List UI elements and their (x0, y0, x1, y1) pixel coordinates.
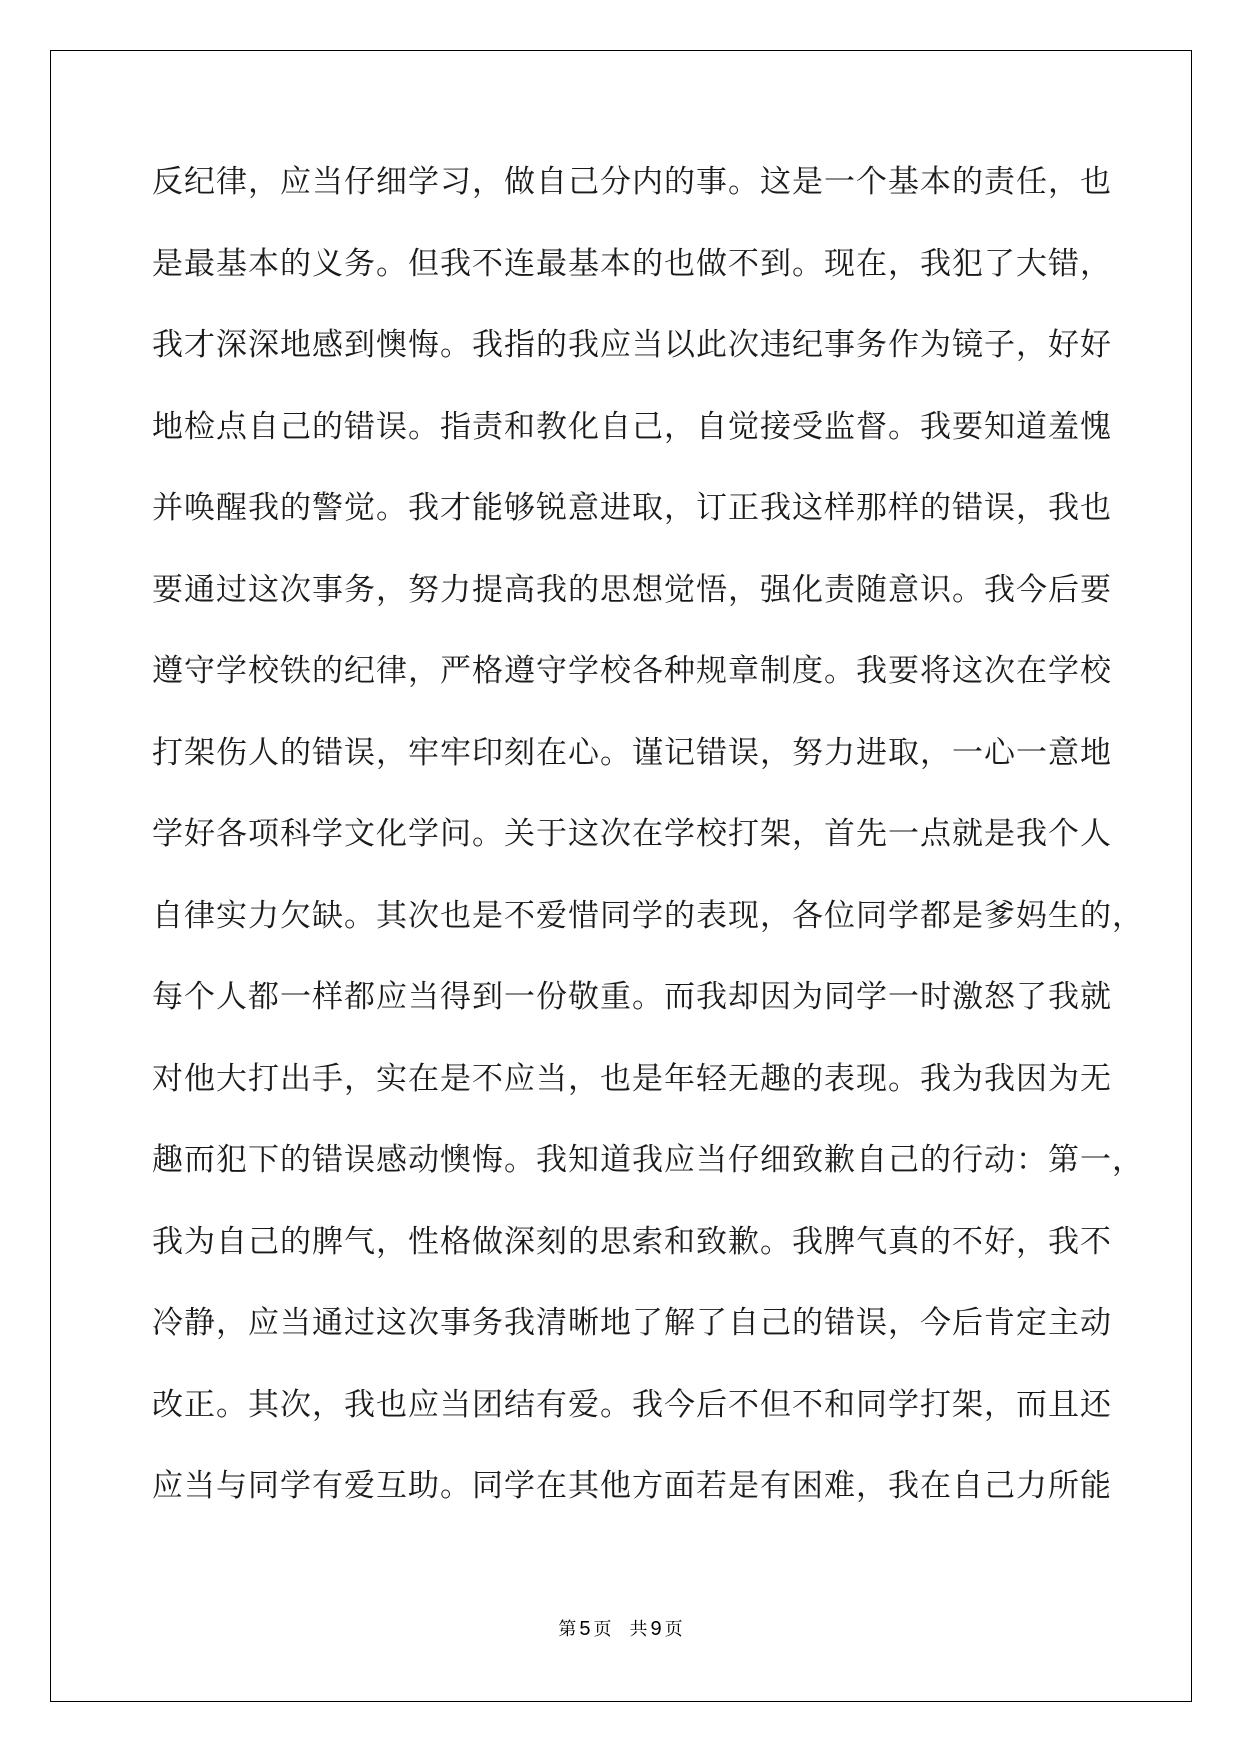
page-prefix: 第 (558, 1619, 577, 1640)
text-line: 学好各项科学文化学问。关于这次在学校打架，首先一点就是我个人 (152, 816, 1112, 852)
total-suffix: 页 (664, 1619, 683, 1640)
text-line: 地检点自己的错误。指责和教化自己，自觉接受监督。我要知道羞愧 (152, 408, 1112, 445)
body-text (152, 162, 1144, 1548)
text-line: 打架伤人的错误，牢牢印刻在心。谨记错误，努力进取，一心一意地 (152, 734, 1112, 771)
text-line: 应当与同学有爱互助。同学在其他方面若是有困难，我在自己力所能 (152, 1468, 1112, 1504)
text-line: 我才深深地感到懊悔。我指的我应当以此次违纪事务作为镜子，好好 (152, 327, 1112, 363)
text-line: 遵守学校铁的纪律，严格遵守学校各种规章制度。我要将这次在学校 (152, 653, 1112, 689)
page-suffix: 页 (593, 1619, 612, 1640)
page-current: 5 (579, 1618, 591, 1640)
page-total: 9 (650, 1618, 662, 1640)
text-line: 是最基本的义务。但我不连最基本的也做不到。现在，我犯了大错， (152, 245, 1112, 282)
text-line: 我为自己的脾气，性格做深刻的思索和致歉。我脾气真的不好，我不 (152, 1223, 1112, 1260)
page-footer (0, 1615, 1241, 1641)
text-line: 要通过这次事务，努力提高我的思想觉悟，强化责随意识。我今后要 (152, 571, 1112, 608)
text-line: 对他大打出手，实在是不应当，也是年轻无趣的表现。我为我因为无 (152, 1060, 1112, 1097)
text-line: 每个人都一样都应当得到一份敬重。而我却因为同学一时激怒了我就 (152, 979, 1112, 1015)
total-prefix: 共 (629, 1619, 648, 1640)
text-line: 趣而犯下的错误感动懊悔。我知道我应当仔细致歉自己的行动：第一， (152, 1142, 1144, 1178)
text-line: 冷静，应当通过这次事务我清晰地了解了自己的错误，今后肯定主动 (152, 1305, 1112, 1341)
text-line: 改正。其次，我也应当团结有爱。我今后不但不和同学打架，而且还 (152, 1386, 1112, 1423)
text-line: 并唤醒我的警觉。我才能够锐意进取，订正我这样那样的错误，我也 (152, 490, 1112, 526)
text-line: 反纪律，应当仔细学习，做自己分内的事。这是一个基本的责任，也 (152, 164, 1112, 200)
text-line: 自律实力欠缺。其次也是不爱惜同学的表现，各位同学都是爹妈生的， (152, 897, 1144, 934)
